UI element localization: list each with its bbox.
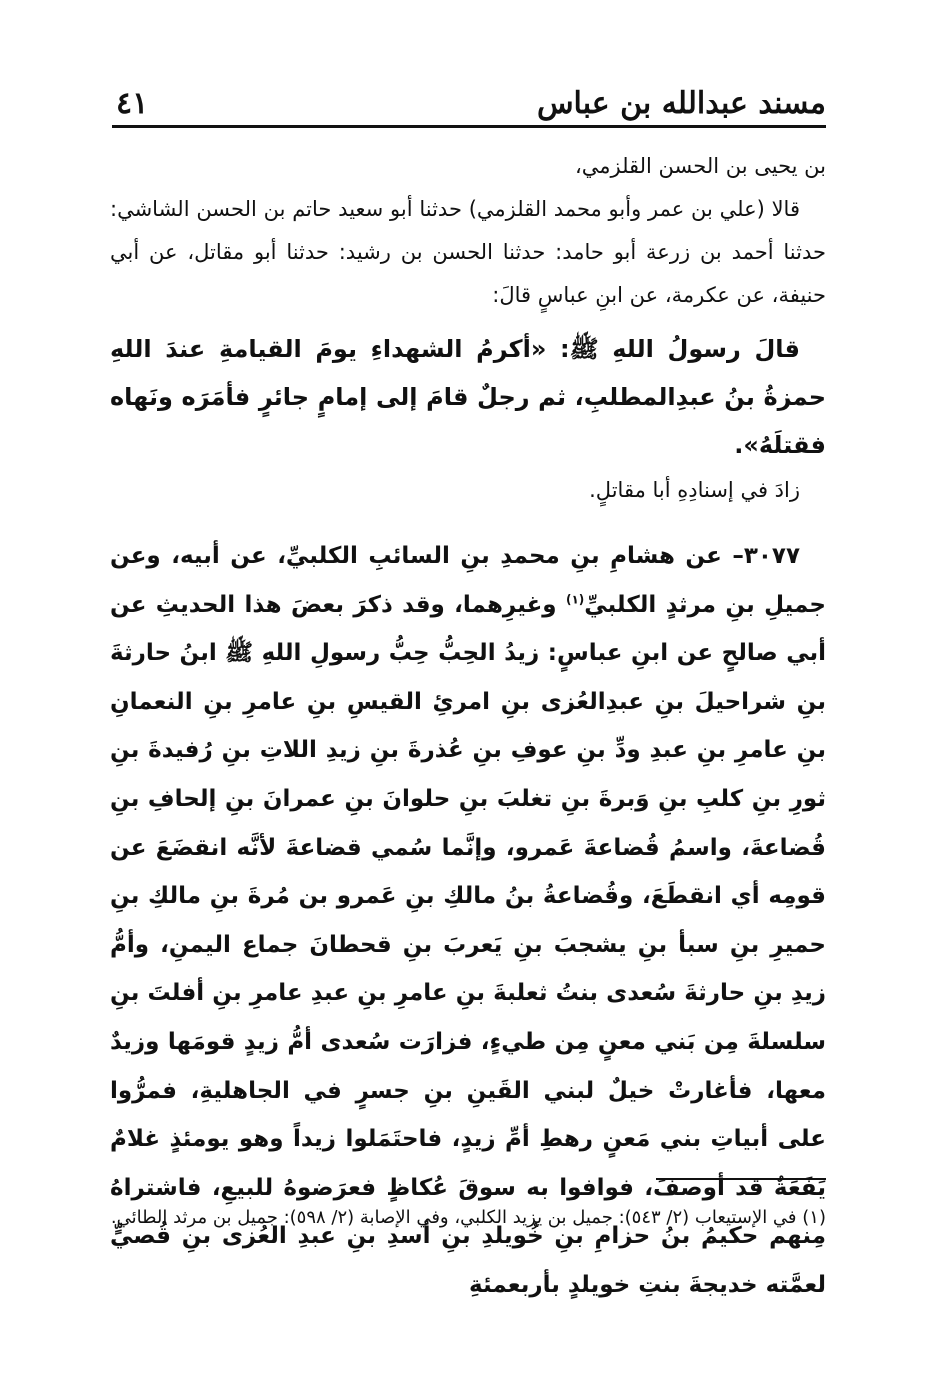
footnote-reference[interactable]: (١) [565, 591, 585, 606]
hadith-3077-body: وغيرِهما، وقد ذكرَ بعضَ هذا الحديثِ عن أبي صالحٍ عن ابنِ عباسٍ: زيدُ الحِبُّ حِبُّ رسولِ اللهِ ﷺ ابنُ حارثةَ بنِ شراحيلَ بنِ عبدِالعُزى بنِ امرئِ القيسِ بنِ عامرِ بنِ النعمانِ بنِ عامرِ بنِ عبدِ ودِّ بنِ عوفِ بنِ عُذرةَ بنِ زيدِ اللاتِ بنِ رُفيدةَ بنِ ثورِ بنِ كلبِ بنِ وَبرةَ بنِ تغلبَ بنِ حلوانَ بنِ عمرانَ بنِ إلحافِ بنِ قُضاعةَ، واسمُ قُضاعةَ عَمرو، وإنَّما سُمي قضاعةَ لأنَّه انقضَعَ عن قومِه أي انقطَعَ، وقُضاعةُ بنُ مالكِ بنِ عَمرو بن مُرةَ بنِ مالكِ بنِ حميرِ بنِ سبأ بنِ يشجبَ بنِ يَعربَ بنِ قحطانَ جماع اليمنِ، وأمُّ زيدِ بنِ حارثةَ سُعدى بنتُ ثعلبةَ بنِ عامرِ بنِ عبدِ عامرِ بنِ أفلتَ بنِ سلسلةَ مِن بَني معنٍ مِن طيءٍ، فزارَت سُعدى أمُّ زيدٍ قومَها وزيدٌ معها، فأغارتْ خيلٌ لبني القَينِ بنِ جسرٍ في الجاهليةِ، فمرُّوا على أبياتِ بني مَعنٍ رهطِ أمِّ زيدٍ، فاحتَمَلوا زيداً وهو يومئذٍ غلامٌ يَفَعَةٌ قد أوصفَ، فوافوا به سوقَ عُكاظٍ فعرَضوهُ للبيعِ، فاشتراهُ مِنهم حكيمُ بنُ حزامِ بنِ خُويلدِ بنِ أسدِ بنِ عبدِ العُزى بنِ قُصيٍّ لعمَّته خديجةَ بنتِ خويلدٍ بأربعمئةِ [110, 591, 826, 1298]
header-divider [112, 125, 826, 128]
running-header [112, 82, 826, 128]
footnote-divider [656, 1178, 826, 1180]
main-text [110, 145, 826, 1310]
book-title: مسند عبدالله بن عباس [536, 86, 826, 121]
hadith-quote: قالَ رسولُ اللهِ ﷺ: «أكرمُ الشهداءِ يومَ القيامةِ عندَ اللهِ حمزةُ بنُ عبدِالمطلبِ، ثم رجلٌ قامَ إلى إمامٍ جائرٍ فأمَرَه ونَهاه فقتلَهُ». [110, 335, 826, 459]
footnote: (١) في الإستيعاب (٢/ ٥٤٣): جميل بن يزيد الكلبي، وفي الإصابة (٢/ ٥٩٨): جميل بن مرثد الطائي. [110, 1207, 826, 1228]
paragraph-isnad: قالا (علي بن عمر وأبو محمد القلزمي) حدثنا أبو سعيد حاتم بن الحسن الشاشي: حدثنا أحمد بن زرعة أبو حامد: حدثنا الحسن بن رشيد: حدثنا أبو مقاتل، عن أبي حنيفة، عن عكرمة، عن ابنِ عباسٍ قالَ: [110, 197, 826, 307]
paragraph-opening: بن يحيى بن الحسن القلزمي، [574, 154, 826, 178]
hadith-3077 [110, 532, 826, 1310]
paragraph-addition: زادَ في إسنادِهِ أبا مقاتلٍ. [589, 478, 800, 502]
hadith-3077-start: ٣٠٧٧– عن هشامِ بنِ محمدِ بنِ السائبِ الكلبيِّ، عن أبيه، وعن جميلِ بنِ مرثدٍ الكلبيِّ [110, 543, 826, 618]
page-number: ٤١ [116, 86, 149, 121]
